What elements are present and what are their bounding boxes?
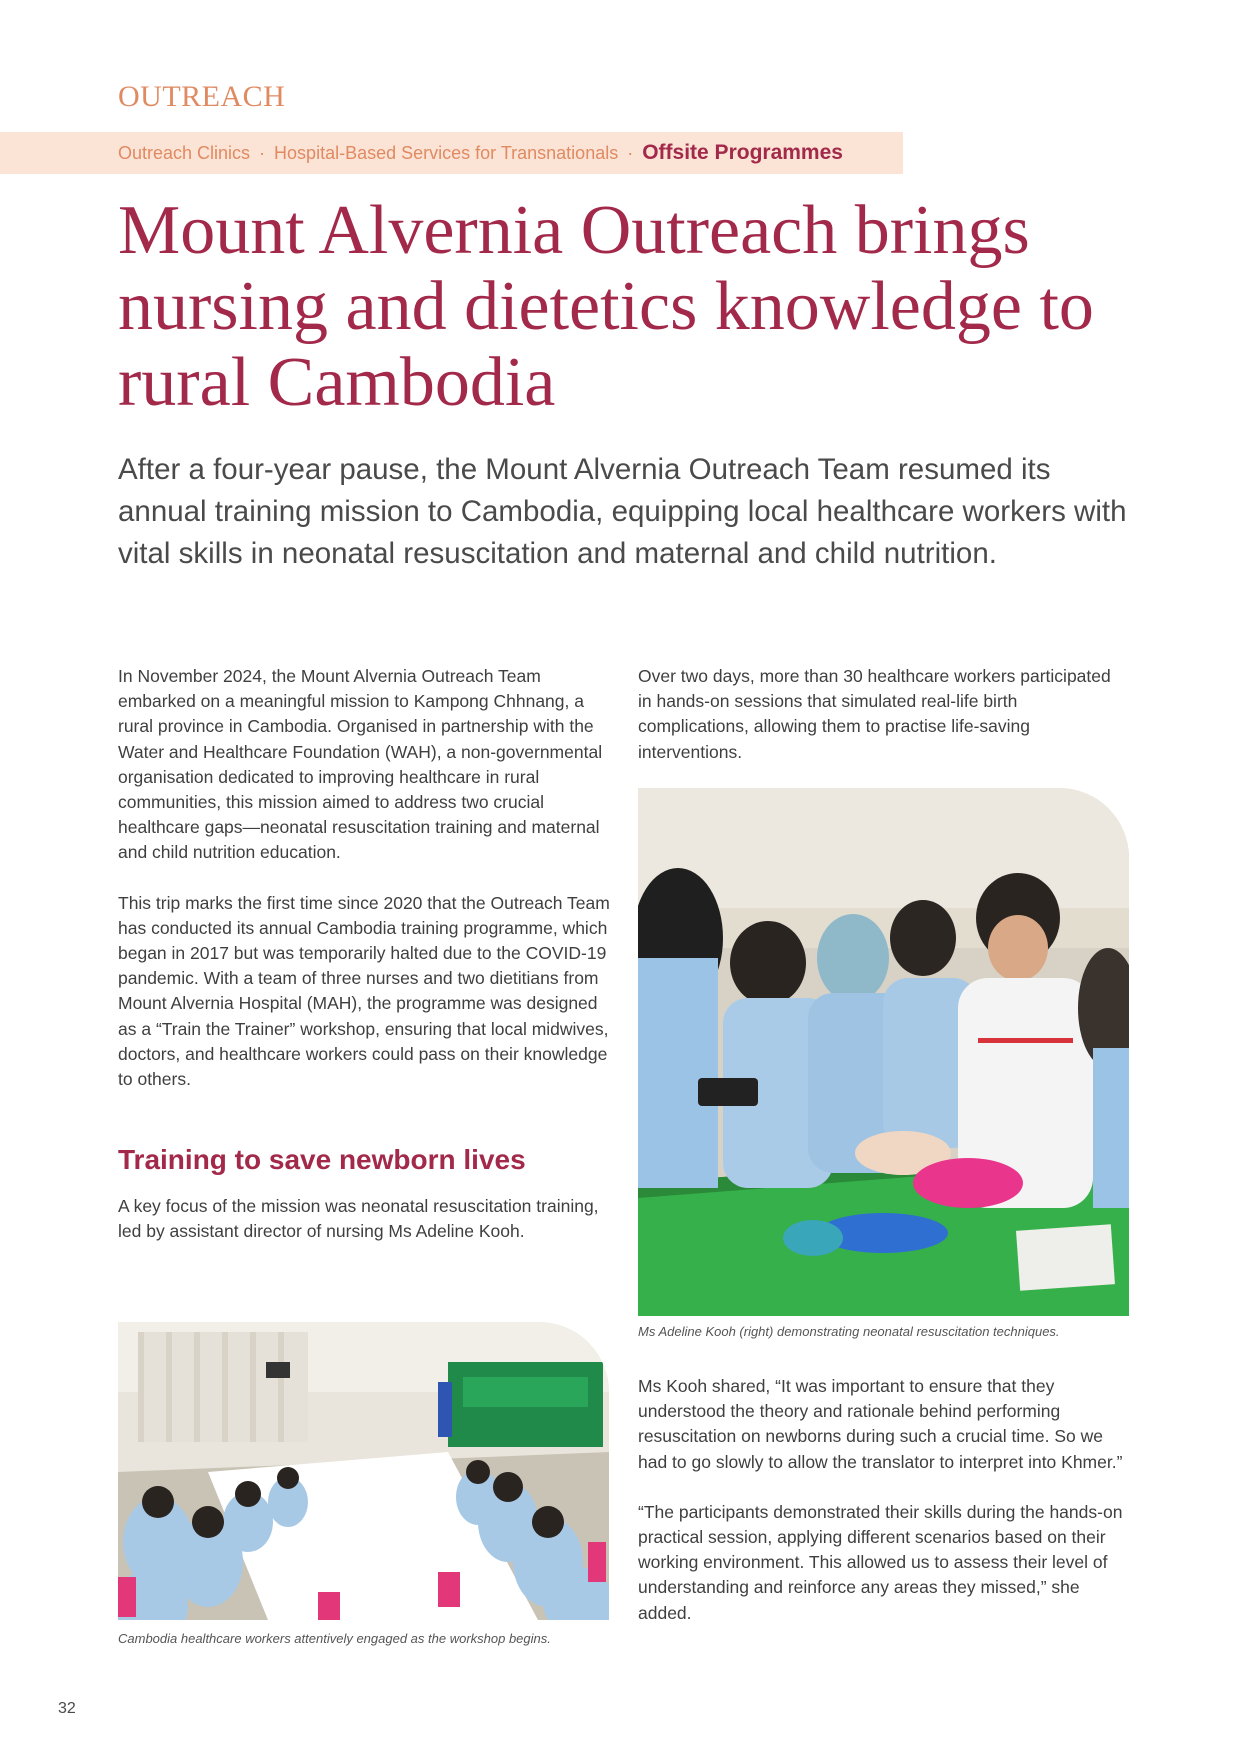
left-column xyxy=(118,664,610,1245)
workshop-photo-illustration xyxy=(118,1322,609,1620)
right-column xyxy=(638,664,1128,765)
right-column-lower xyxy=(638,1374,1128,1626)
workshop-photo-caption: Cambodia healthcare workers attentively engaged as the workshop begins. xyxy=(118,1631,551,1646)
page-title: Mount Alvernia Outreach brings nursing and dietetics knowledge to rural Cambodia xyxy=(118,192,1094,421)
body-paragraph: A key focus of the mission was neonatal resuscitation training, led by assistant director of nursing Ms Adeline Kooh. xyxy=(118,1196,599,1242)
breadcrumb-item-current: Offsite Programmes xyxy=(642,141,843,164)
breadcrumb-item-outreach-clinics[interactable]: Outreach Clinics xyxy=(118,142,251,163)
body-paragraph: “The participants demonstrated their skills during the hands-on practical session, applying different scenarios based on their working environment. This allowed us to assess their level of understanding and reinforce any areas they missed,” she added. xyxy=(638,1501,1123,1623)
breadcrumb-separator: · xyxy=(627,142,634,163)
body-paragraph: Ms Kooh shared, “It was important to ensure that they understood the theory and rationale behind performing resuscitation on newborns during such a crucial time. So we had to go slowly to allow the translator to interpret into Khmer.” xyxy=(638,1376,1123,1472)
page-number: 32 xyxy=(58,1700,76,1717)
body-paragraph: In November 2024, the Mount Alvernia Outreach Team embarked on a meaningful mission to Kampong Chhnang, a rural province in Cambodia. Organised in partnership with the Water and Healthcare Foundation (WAH), a non-governmental organisation dedicated to improving healthcare in rural communities, this mission aimed to address two crucial healthcare gaps—neonatal resuscitation training and maternal and child nutrition education. xyxy=(118,666,603,863)
breadcrumb-item-hospital-based-services[interactable]: Hospital-Based Services for Transnationals xyxy=(274,142,619,163)
standfirst: After a four-year pause, the Mount Alvernia Outreach Team resumed its annual training mission to Cambodia, equipping local healthcare workers with vital skills in neonatal resuscitation and maternal and child nutrition. xyxy=(118,453,1127,570)
breadcrumb xyxy=(0,132,903,174)
breadcrumb-separator: · xyxy=(259,142,266,163)
body-paragraph: Over two days, more than 30 healthcare workers participated in hands-on sessions that simulated real-life birth complications, allowing them to practise life-saving interventions. xyxy=(638,666,1111,762)
workshop-photo xyxy=(118,1322,609,1620)
resuscitation-photo-caption: Ms Adeline Kooh (right) demonstrating neonatal resuscitation techniques. xyxy=(638,1324,1060,1339)
body-paragraph: This trip marks the first time since 2020 that the Outreach Team has conducted its annual Cambodia training programme, which began in 2017 but was temporarily halted due to the COVID-19 pandemic. With a team of three nurses and two dietitians from Mount Alvernia Hospital (MAH), the programme was designed as a “Train the Trainer” workshop, ensuring that local midwives, doctors, and healthcare workers could pass on their knowledge to others. xyxy=(118,892,610,1090)
resuscitation-photo-illustration xyxy=(638,788,1129,1316)
section-heading: Training to save newborn lives xyxy=(118,1144,526,1176)
resuscitation-photo xyxy=(638,788,1129,1316)
section-label: OUTREACH xyxy=(118,80,286,113)
